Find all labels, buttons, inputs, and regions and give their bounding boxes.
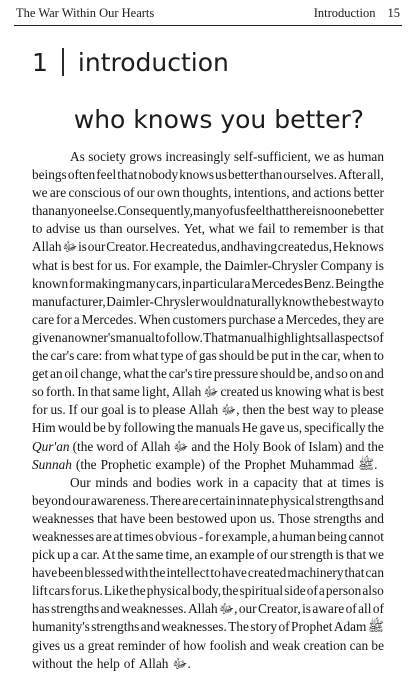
body-line: As society grows increasingly self-sufficient, we as human <box>70 149 384 164</box>
body-text <box>32 148 384 673</box>
body-line: we are conscious of our own thoughts, intentions, and actions better <box>32 185 384 201</box>
body-line: known for making many cars, in particular a Mercedes Benz. Being the <box>32 275 384 291</box>
body-line: so forth. In that same light, Allah ﷻ created us knowing what is best <box>32 384 384 400</box>
body-line: Him would be by following the manuals He gave us, specifically the <box>32 420 384 436</box>
page-number: 15 <box>387 5 400 20</box>
body-line: beings often feel that nobody knows us better than ourselves. After all, <box>32 167 384 183</box>
body-line: Our minds and bodies work in a capacity that at times is <box>70 474 384 490</box>
body-line: without the help of Allah ﷻ. <box>32 655 191 671</box>
body-line: humanity's strengths and weaknesses. The story of Prophet Adam ﷺ <box>32 619 384 635</box>
body-line: Allah ﷻ is our Creator. He created us, and having created us, He knows <box>32 239 384 255</box>
body-line: weaknesses that have been bestowed upon us. Those strengths and <box>32 510 384 526</box>
body-line: Sunnah (the Prophetic example) of the Prophet Muhammad ﷺ. <box>32 456 378 472</box>
body-line: lift cars for us. Like the physical body, the spiritual side of a person also <box>32 583 384 599</box>
book-title: The War Within Our Hearts <box>16 5 155 20</box>
body-line: for us. If our goal is to please Allah ﷻ, then the best way to please <box>32 402 384 418</box>
body-line: have been blessed with the intellect to have created machinery that can <box>32 565 384 581</box>
body-line: than anyone else. Consequently, many of us feel that there is no one better <box>32 203 384 219</box>
body-line: pick up a car. At the same time, an example of our strength is that we <box>32 547 384 563</box>
body-line: has strengths and weaknesses. Allah ﷻ, our Creator, is aware of all of <box>32 601 384 617</box>
chapter-name: Introduction <box>313 5 376 20</box>
body-line: given an owner's manual to follow. That manual highlights all aspects of <box>32 329 384 345</box>
body-line: Qur'an (the word of Allah ﷻ and the Holy Book of Islam) and the <box>32 438 384 454</box>
header-right <box>314 6 400 21</box>
body-line: what is best for us. For example, the Daimler-Chrysler Company is <box>32 257 384 273</box>
body-line: weaknesses are at times obvious - for example, a human being cannot <box>32 528 384 544</box>
chapter-title: introduction <box>77 47 229 77</box>
chapter-number: 1 <box>32 47 48 77</box>
body-line: care for a Mercedes. When customers purchase a Mercedes, they are <box>32 311 384 327</box>
chapter-separator <box>62 48 64 76</box>
body-line: the car's care: from what type of gas should be put in the car, when to <box>32 348 384 364</box>
running-header <box>16 2 400 24</box>
body-line: get an oil change, what the car's tire pressure should be, and so on and <box>32 366 384 382</box>
chapter-heading <box>32 44 229 80</box>
body-line: gives us a great reminder of how foolish and weak creation can be <box>32 637 384 653</box>
header-rule <box>14 25 402 26</box>
section-title: who knows you better? <box>73 105 364 134</box>
body-line: beyond our awareness. There are certain innate physical strengths and <box>32 492 384 508</box>
body-line: to advise us than ourselves. Yet, what we fail to remember is that <box>32 221 384 237</box>
body-line: manufacturer, Daimler-Chrysler would naturally know the best way to <box>32 293 384 309</box>
